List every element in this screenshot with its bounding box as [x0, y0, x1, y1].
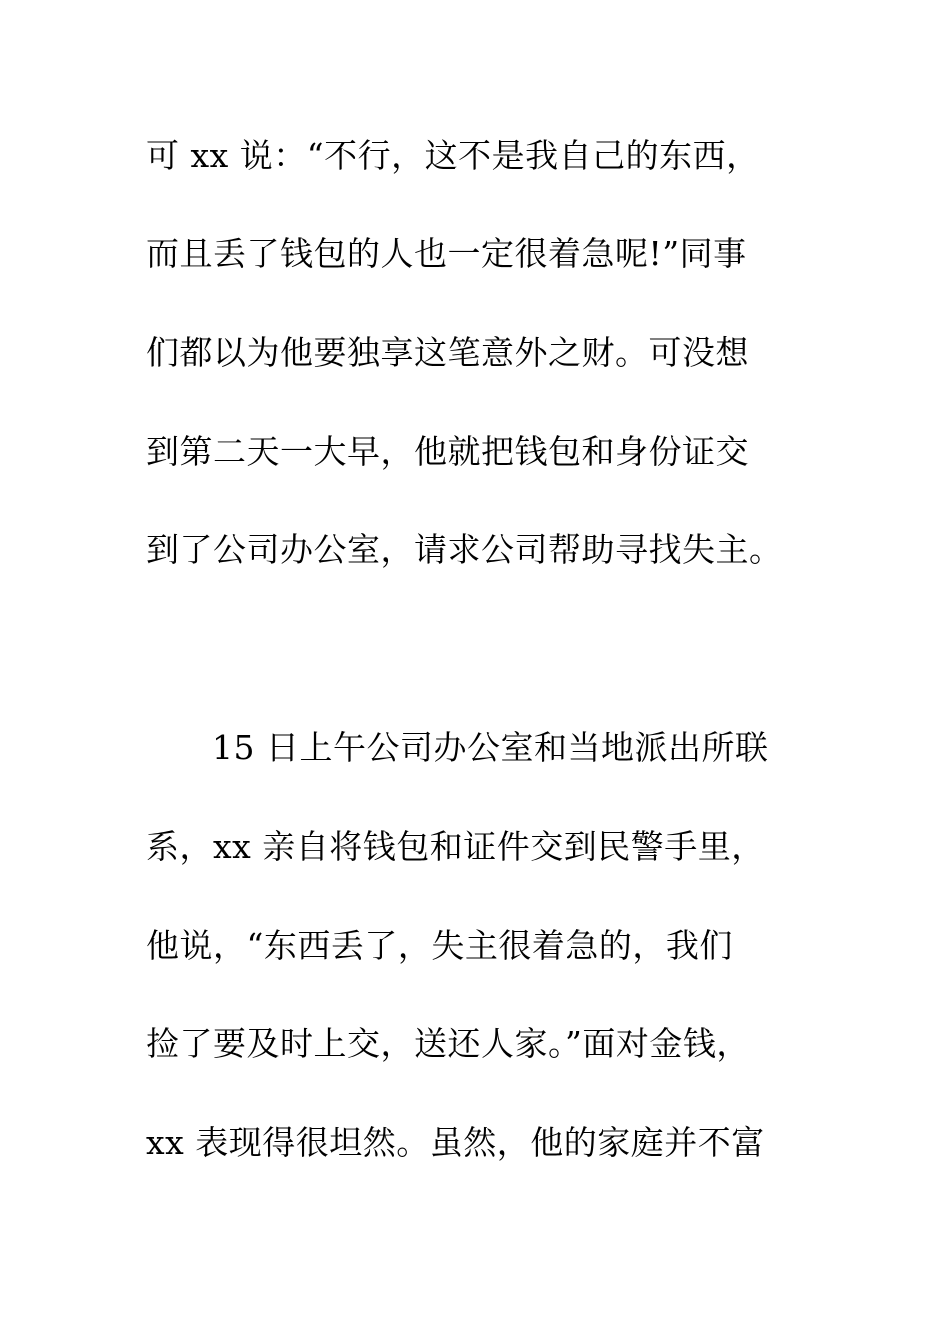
paragraph-1-line-3: 们都以为他要独享这笔意外之财。可没想: [146, 333, 749, 372]
paragraph-2-line-3: 他说，“东西丢了，失主很着急的，我们: [146, 926, 733, 965]
paragraph-2-line-4: 捡了要及时上交，送还人家。”面对金钱，: [146, 1024, 750, 1063]
paragraph-1-line-1: 可 xx 说：“不行，这不是我自己的东西，: [146, 136, 760, 175]
paragraph-1-line-2: 而且丢了钱包的人也一定很着急呢!”同事: [146, 234, 747, 273]
paragraph-2-line-1: 15 日上午公司办公室和当地派出所联: [212, 728, 769, 767]
paragraph-1-line-5: 到了公司办公室，请求公司帮助寻找失主。: [146, 530, 783, 569]
paragraph-2-line-5: xx 表现得很坦然。虽然，他的家庭并不富: [146, 1123, 765, 1162]
paragraph-1-line-4: 到第二天一大早，他就把钱包和身份证交: [146, 432, 749, 471]
paragraph-2-line-2: 系，xx 亲自将钱包和证件交到民警手里，: [146, 827, 765, 866]
